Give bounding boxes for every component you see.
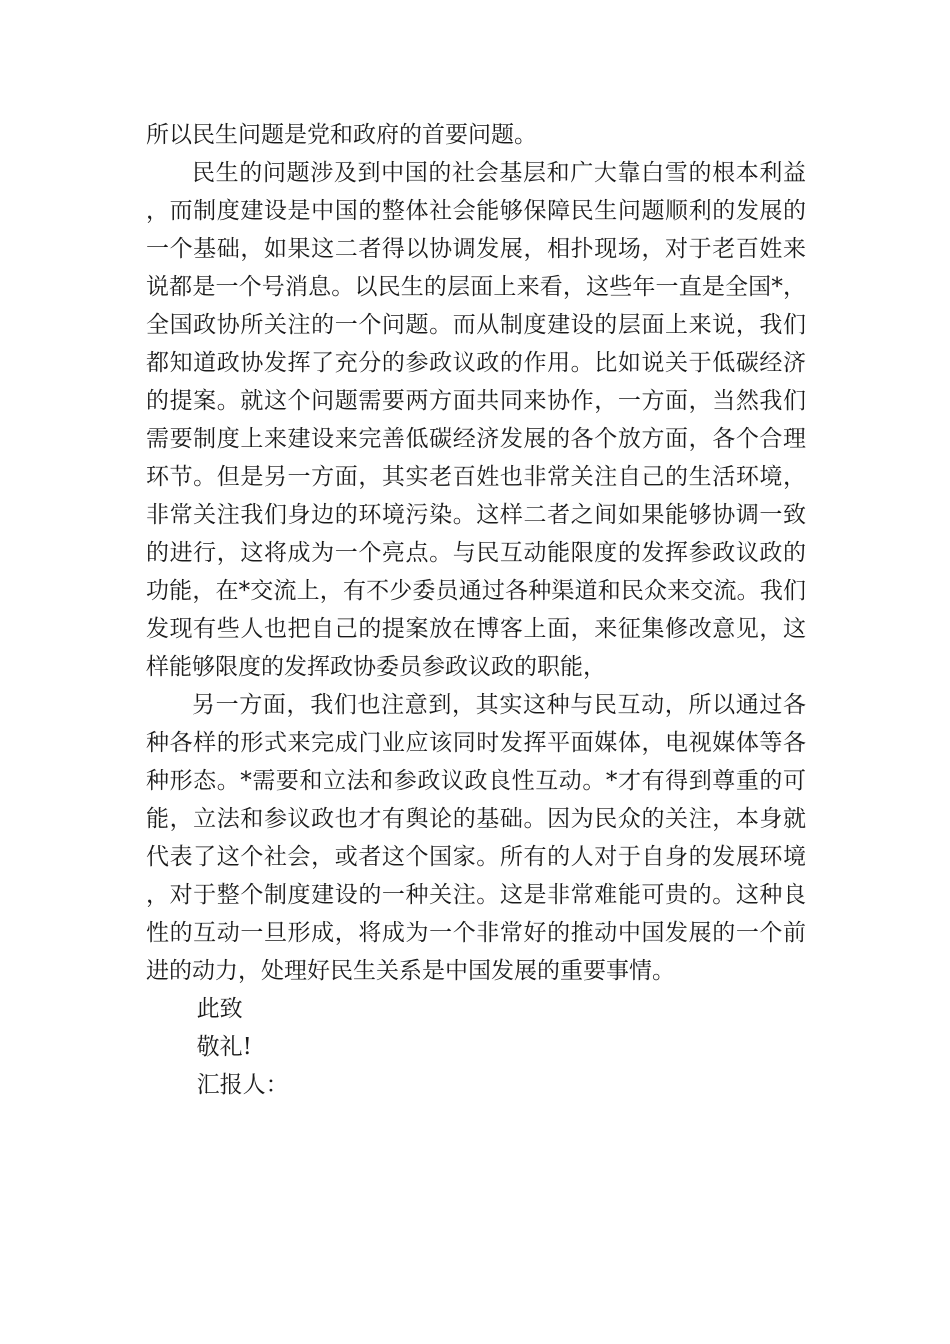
document-page (146, 116, 806, 1104)
paragraph-livelihood-institution: 民生的问题涉及到中国的社会基层和广大靠白雪的根本利益，而制度建设是中国的整体社会能够保障民生问题顺利的发展的一个基础，如果这二者得以协调发展，相扑现场，对于老百姓来说都是一个号消息。以民生的层面上来看，这些年一直是全国*，全国政协所关注的一个问题。而从制度建设的层面上来说，我们都知道政协发挥了充分的参政议政的作用。比如说关于低碳经济的提案。就这个问题需要两方面共同来协作，一方面，当然我们需要制度上来建设来完善低碳经济发展的各个放方面，各个合理环节。但是另一方面，其实老百姓也非常关注自己的生活环境，非常关注我们身边的环境污染。这样二者之间如果能够协调一致的进行，这将成为一个亮点。与民互动能限度的发挥参政议政的功能，在*交流上，有不少委员通过各种渠道和民众来交流。我们发现有些人也把自己的提案放在博客上面，来征集修改意见，这样能够限度的发挥政协委员参政议政的职能， (146, 160, 806, 680)
closing-salutation-2: 敬礼! (196, 1034, 252, 1060)
paragraph-public-interaction: 另一方面，我们也注意到，其实这种与民互动，所以通过各种各样的形式来完成门业应该同时发挥平面媒体，电视媒体等各种形态。*需要和立法和参政议政良性互动。*才有得到尊重的可能，立法和参议政也才有舆论的基础。因为民众的关注，本身就代表了这个社会，或者这个国家。所有的人对于自身的发展环境，对于整个制度建设的一种关注。这是非常难能可贵的。这种良性的互动一旦形成，将成为一个非常好的推动中国发展的一个前进的动力，处理好民生关系是中国发展的重要事情。 (146, 692, 806, 984)
paragraph-continuation: 所以民生问题是党和政府的首要问题。 (146, 122, 537, 148)
reporter-label: 汇报人： (196, 1072, 289, 1098)
closing-salutation-1: 此致 (196, 996, 243, 1022)
